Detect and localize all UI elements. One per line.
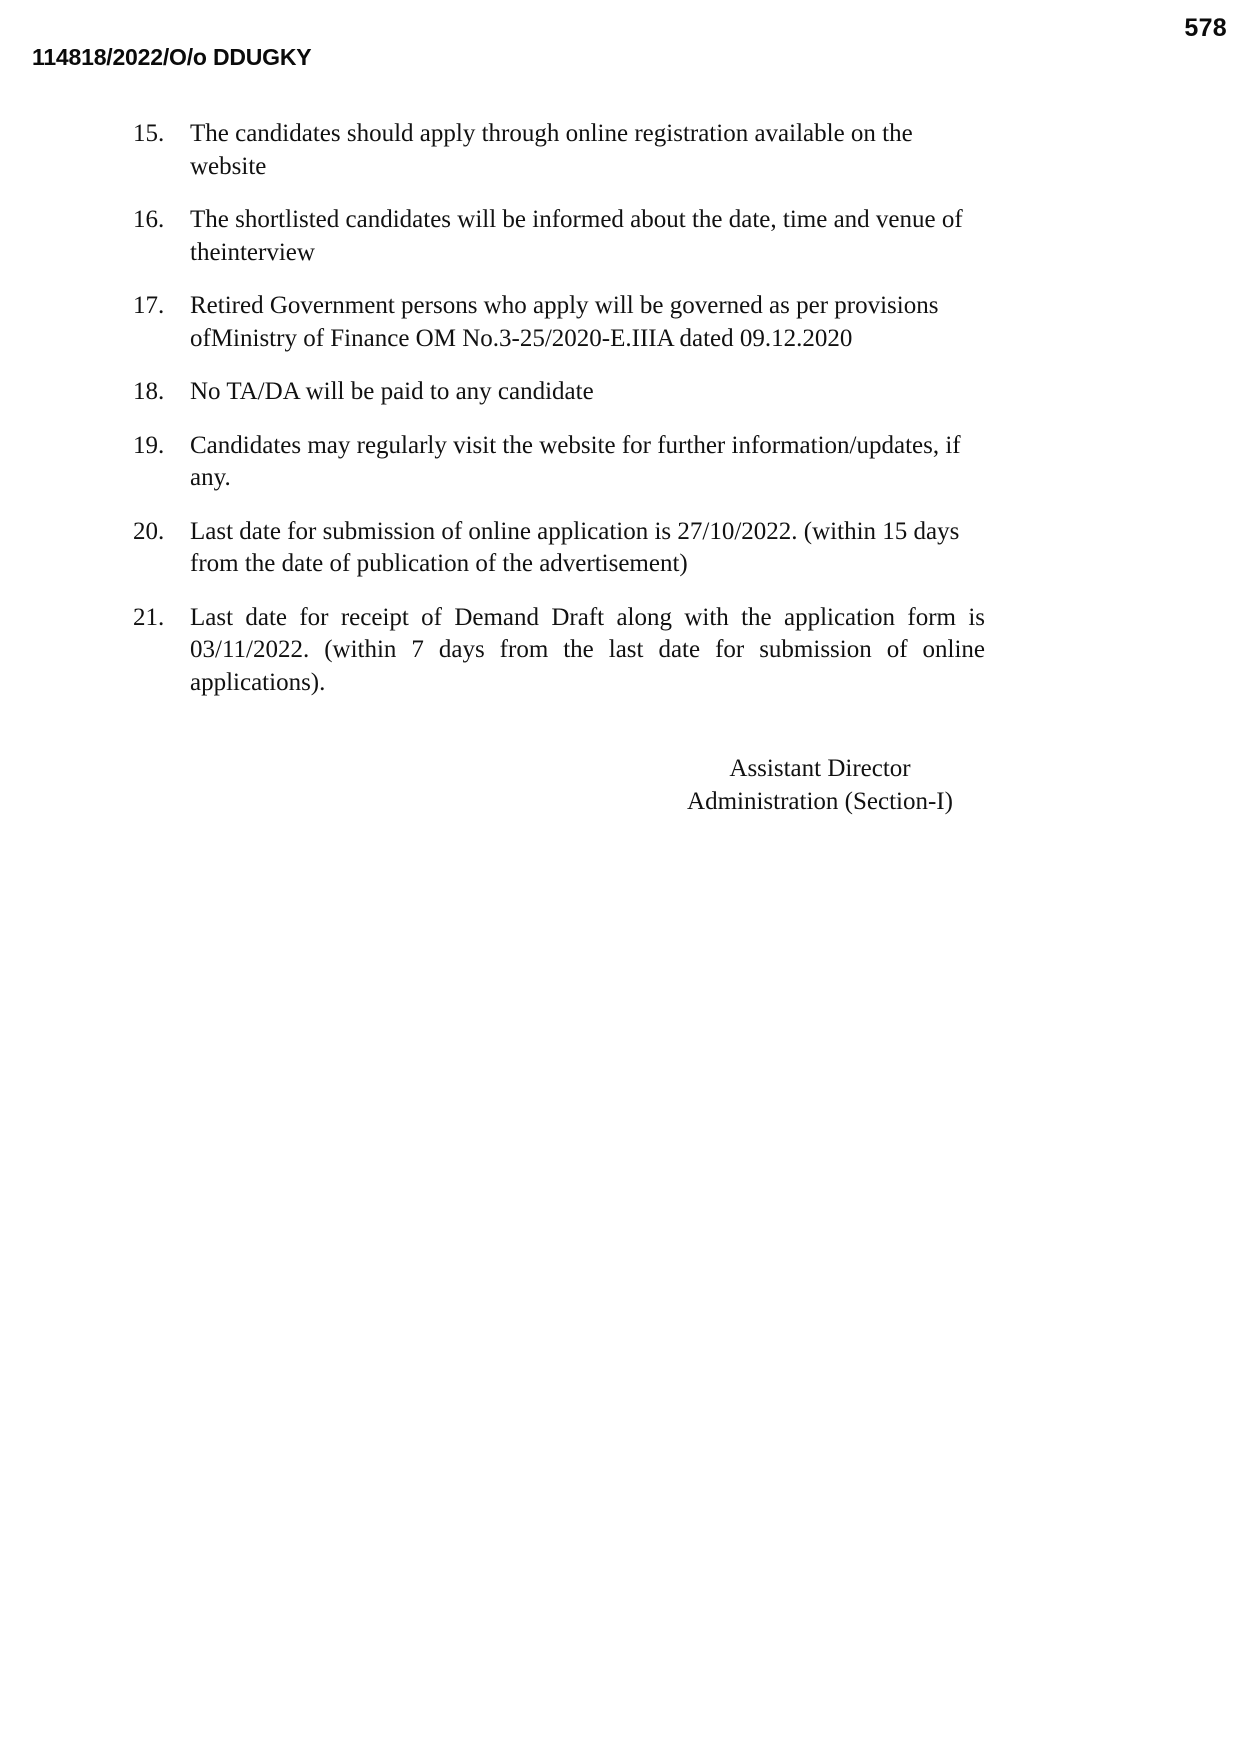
- list-item: [133, 204, 985, 269]
- clause-number: 21.: [133, 603, 165, 631]
- list-item: [133, 118, 985, 183]
- clause-text: Last date for receipt of Demand Draft along with the application form is 03/11/2022. (within 7 days from the last date for submission of online applications).: [190, 603, 985, 696]
- clause-text: Candidates may regularly visit the website for further information/updates, if any.: [190, 431, 961, 491]
- clause-number: 18.: [133, 378, 165, 405]
- clause-number: 15.: [133, 120, 165, 147]
- signatory-department: Administration (Section-I): [687, 788, 953, 815]
- clause-number: 16.: [133, 206, 165, 233]
- list-item: [133, 516, 985, 581]
- list-item: [133, 376, 985, 409]
- list-item: [133, 290, 985, 355]
- file-reference-header: 114818/2022/O/o DDUGKY: [32, 44, 312, 70]
- clause-text: The shortlisted candidates will be informed about the date, time and venue of theinterview: [190, 206, 963, 266]
- list-item: [133, 430, 985, 495]
- clause-text: No TA/DA will be paid to any candidate: [190, 378, 594, 405]
- clause-text: Retired Government persons who apply will be governed as per provisions ofMinistry of Finance OM No.3-25/2020-E.IIIA dated 09.12.2020: [190, 292, 939, 352]
- signature-block: [640, 752, 1000, 818]
- clause-list: [133, 118, 985, 720]
- list-item: [133, 602, 985, 700]
- clause-number: 20.: [133, 517, 165, 545]
- clause-number: 17.: [133, 292, 165, 319]
- clause-text: The candidates should apply through online registration available on the website: [190, 120, 913, 180]
- clause-text: Last date for submission of online application is 27/10/2022. (within 15 days from the date of publication of the advertisement): [190, 517, 960, 577]
- signatory-designation: Assistant Director: [729, 755, 911, 782]
- page-number: 578: [1184, 14, 1227, 42]
- clause-number: 19.: [133, 431, 165, 459]
